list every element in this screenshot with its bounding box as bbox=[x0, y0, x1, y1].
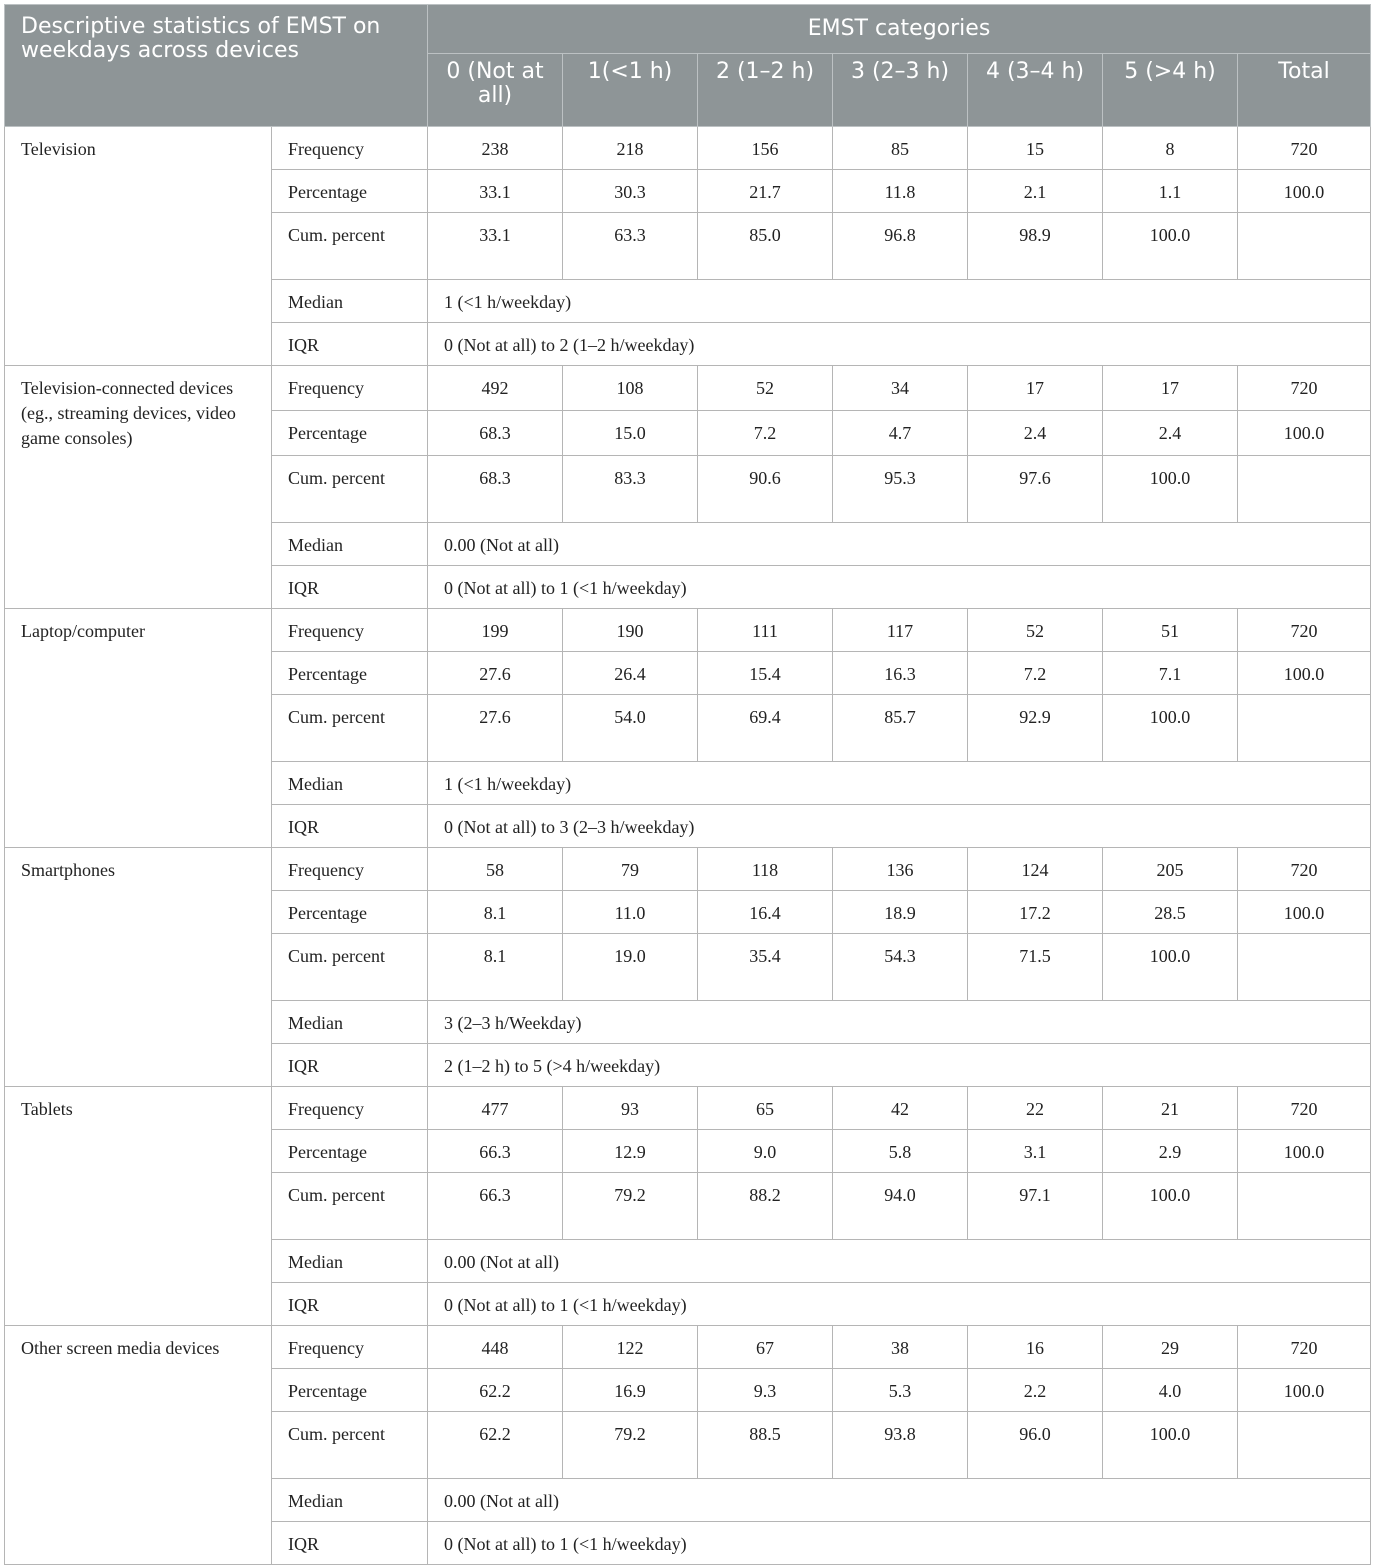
header-category: 3 (2–3 h) bbox=[833, 54, 968, 127]
stat-label: Percentage bbox=[272, 1130, 428, 1173]
iqr-value: 0 (Not at all) to 3 (2–3 h/weekday) bbox=[428, 805, 1371, 848]
value-cell: 96.0 bbox=[968, 1412, 1103, 1479]
value-cell: 92.9 bbox=[968, 695, 1103, 762]
stat-label: Frequency bbox=[272, 609, 428, 652]
iqr-value: 0 (Not at all) to 1 (<1 h/weekday) bbox=[428, 566, 1371, 609]
value-cell: 26.4 bbox=[563, 652, 698, 695]
value-cell: 22 bbox=[968, 1087, 1103, 1130]
value-cell: 79.2 bbox=[563, 1173, 698, 1240]
value-cell: 15 bbox=[968, 127, 1103, 170]
value-cell: 83.3 bbox=[563, 456, 698, 523]
device-name: Television-connected devices (eg., streaming devices, video game consoles) bbox=[5, 366, 272, 609]
value-cell: 94.0 bbox=[833, 1173, 968, 1240]
value-cell: 29 bbox=[1103, 1326, 1238, 1369]
value-cell: 38 bbox=[833, 1326, 968, 1369]
value-cell: 100.0 bbox=[1238, 1130, 1371, 1173]
value-cell: 68.3 bbox=[428, 411, 563, 456]
value-cell: 100.0 bbox=[1238, 891, 1371, 934]
value-cell: 199 bbox=[428, 609, 563, 652]
stat-label: Cum. percent bbox=[272, 695, 428, 762]
value-cell: 66.3 bbox=[428, 1130, 563, 1173]
device-name: Television bbox=[5, 127, 272, 366]
value-cell: 238 bbox=[428, 127, 563, 170]
median-value: 0.00 (Not at all) bbox=[428, 523, 1371, 566]
value-cell: 16.3 bbox=[833, 652, 968, 695]
value-cell: 492 bbox=[428, 366, 563, 411]
value-cell: 2.9 bbox=[1103, 1130, 1238, 1173]
value-cell: 16.9 bbox=[563, 1369, 698, 1412]
stat-label: Frequency bbox=[272, 366, 428, 411]
value-cell: 8.1 bbox=[428, 934, 563, 1001]
value-cell: 7.2 bbox=[968, 652, 1103, 695]
table-row bbox=[5, 1326, 1371, 1369]
median-value: 1 (<1 h/weekday) bbox=[428, 762, 1371, 805]
value-cell: 17.2 bbox=[968, 891, 1103, 934]
median-value: 0.00 (Not at all) bbox=[428, 1240, 1371, 1283]
value-cell: 11.0 bbox=[563, 891, 698, 934]
value-cell: 720 bbox=[1238, 1087, 1371, 1130]
value-cell: 8 bbox=[1103, 127, 1238, 170]
value-cell: 7.1 bbox=[1103, 652, 1238, 695]
value-cell: 58 bbox=[428, 848, 563, 891]
value-cell: 100.0 bbox=[1103, 1412, 1238, 1479]
value-cell: 35.4 bbox=[698, 934, 833, 1001]
value-cell: 117 bbox=[833, 609, 968, 652]
value-cell: 5.3 bbox=[833, 1369, 968, 1412]
stat-label: Percentage bbox=[272, 170, 428, 213]
value-cell: 71.5 bbox=[968, 934, 1103, 1001]
value-cell: 27.6 bbox=[428, 652, 563, 695]
stat-label: Cum. percent bbox=[272, 1173, 428, 1240]
value-cell: 720 bbox=[1238, 366, 1371, 411]
stat-label: Frequency bbox=[272, 1087, 428, 1130]
stat-label: Median bbox=[272, 1240, 428, 1283]
value-cell: 7.2 bbox=[698, 411, 833, 456]
value-cell: 2.4 bbox=[1103, 411, 1238, 456]
value-cell: 93.8 bbox=[833, 1412, 968, 1479]
stat-label: IQR bbox=[272, 805, 428, 848]
header-category: 0 (Not at all) bbox=[428, 54, 563, 127]
value-cell: 85.0 bbox=[698, 213, 833, 280]
value-cell: 19.0 bbox=[563, 934, 698, 1001]
value-cell: 97.6 bbox=[968, 456, 1103, 523]
value-cell: 4.7 bbox=[833, 411, 968, 456]
value-cell: 205 bbox=[1103, 848, 1238, 891]
value-cell: 52 bbox=[698, 366, 833, 411]
value-cell: 54.3 bbox=[833, 934, 968, 1001]
value-cell bbox=[1238, 934, 1371, 1001]
iqr-value: 0 (Not at all) to 1 (<1 h/weekday) bbox=[428, 1522, 1371, 1565]
stat-label: IQR bbox=[272, 1522, 428, 1565]
value-cell: 17 bbox=[1103, 366, 1238, 411]
value-cell bbox=[1238, 213, 1371, 280]
value-cell: 66.3 bbox=[428, 1173, 563, 1240]
emst-table bbox=[4, 4, 1371, 1565]
value-cell: 100.0 bbox=[1238, 170, 1371, 213]
header-group-title: EMST categories bbox=[428, 5, 1371, 54]
stat-label: Frequency bbox=[272, 1326, 428, 1369]
value-cell: 2.4 bbox=[968, 411, 1103, 456]
value-cell: 111 bbox=[698, 609, 833, 652]
value-cell: 218 bbox=[563, 127, 698, 170]
stat-label: Percentage bbox=[272, 652, 428, 695]
value-cell: 1.1 bbox=[1103, 170, 1238, 213]
value-cell bbox=[1238, 456, 1371, 523]
value-cell: 720 bbox=[1238, 1326, 1371, 1369]
value-cell: 21 bbox=[1103, 1087, 1238, 1130]
device-name: Other screen media devices bbox=[5, 1326, 272, 1565]
value-cell: 88.5 bbox=[698, 1412, 833, 1479]
stat-label: IQR bbox=[272, 1283, 428, 1326]
value-cell: 79 bbox=[563, 848, 698, 891]
median-value: 1 (<1 h/weekday) bbox=[428, 280, 1371, 323]
value-cell: 2.1 bbox=[968, 170, 1103, 213]
stat-label: Cum. percent bbox=[272, 1412, 428, 1479]
value-cell: 9.3 bbox=[698, 1369, 833, 1412]
stat-label: Percentage bbox=[272, 411, 428, 456]
stat-label: Percentage bbox=[272, 891, 428, 934]
value-cell: 27.6 bbox=[428, 695, 563, 762]
value-cell: 85.7 bbox=[833, 695, 968, 762]
stat-label: Median bbox=[272, 280, 428, 323]
stat-label: Percentage bbox=[272, 1369, 428, 1412]
value-cell: 720 bbox=[1238, 609, 1371, 652]
value-cell: 5.8 bbox=[833, 1130, 968, 1173]
value-cell: 93 bbox=[563, 1087, 698, 1130]
value-cell: 79.2 bbox=[563, 1412, 698, 1479]
value-cell: 88.2 bbox=[698, 1173, 833, 1240]
value-cell: 54.0 bbox=[563, 695, 698, 762]
value-cell: 18.9 bbox=[833, 891, 968, 934]
value-cell: 68.3 bbox=[428, 456, 563, 523]
stat-label: Frequency bbox=[272, 127, 428, 170]
value-cell: 28.5 bbox=[1103, 891, 1238, 934]
value-cell bbox=[1238, 1173, 1371, 1240]
table-body bbox=[5, 127, 1371, 1565]
value-cell: 100.0 bbox=[1103, 213, 1238, 280]
value-cell: 30.3 bbox=[563, 170, 698, 213]
value-cell: 100.0 bbox=[1103, 695, 1238, 762]
value-cell: 16 bbox=[968, 1326, 1103, 1369]
table-row bbox=[5, 366, 1371, 411]
header-category: 1(<1 h) bbox=[563, 54, 698, 127]
value-cell: 4.0 bbox=[1103, 1369, 1238, 1412]
value-cell: 448 bbox=[428, 1326, 563, 1369]
stat-label: IQR bbox=[272, 566, 428, 609]
value-cell: 118 bbox=[698, 848, 833, 891]
value-cell: 63.3 bbox=[563, 213, 698, 280]
header-category-total: Total bbox=[1238, 54, 1371, 127]
median-value: 3 (2–3 h/Weekday) bbox=[428, 1001, 1371, 1044]
stat-label: Frequency bbox=[272, 848, 428, 891]
stat-label: IQR bbox=[272, 323, 428, 366]
value-cell: 15.4 bbox=[698, 652, 833, 695]
device-name: Laptop/computer bbox=[5, 609, 272, 848]
value-cell: 62.2 bbox=[428, 1412, 563, 1479]
value-cell: 96.8 bbox=[833, 213, 968, 280]
value-cell: 51 bbox=[1103, 609, 1238, 652]
stat-label: Cum. percent bbox=[272, 213, 428, 280]
value-cell: 720 bbox=[1238, 127, 1371, 170]
value-cell: 97.1 bbox=[968, 1173, 1103, 1240]
stat-label: Cum. percent bbox=[272, 456, 428, 523]
value-cell: 720 bbox=[1238, 848, 1371, 891]
value-cell: 95.3 bbox=[833, 456, 968, 523]
value-cell bbox=[1238, 1412, 1371, 1479]
value-cell: 98.9 bbox=[968, 213, 1103, 280]
value-cell: 16.4 bbox=[698, 891, 833, 934]
value-cell: 156 bbox=[698, 127, 833, 170]
table-row bbox=[5, 127, 1371, 170]
value-cell: 8.1 bbox=[428, 891, 563, 934]
value-cell: 100.0 bbox=[1103, 934, 1238, 1001]
table-row bbox=[5, 848, 1371, 891]
value-cell: 190 bbox=[563, 609, 698, 652]
value-cell: 12.9 bbox=[563, 1130, 698, 1173]
value-cell: 477 bbox=[428, 1087, 563, 1130]
value-cell: 67 bbox=[698, 1326, 833, 1369]
value-cell: 21.7 bbox=[698, 170, 833, 213]
value-cell: 62.2 bbox=[428, 1369, 563, 1412]
value-cell: 100.0 bbox=[1238, 652, 1371, 695]
value-cell: 9.0 bbox=[698, 1130, 833, 1173]
header-corner-title: Descriptive statistics of EMST on weekdays across devices bbox=[5, 5, 428, 127]
iqr-value: 0 (Not at all) to 1 (<1 h/weekday) bbox=[428, 1283, 1371, 1326]
iqr-value: 0 (Not at all) to 2 (1–2 h/weekday) bbox=[428, 323, 1371, 366]
value-cell: 33.1 bbox=[428, 213, 563, 280]
stat-label: Median bbox=[272, 1479, 428, 1522]
value-cell: 3.1 bbox=[968, 1130, 1103, 1173]
table-header bbox=[5, 5, 1371, 127]
table-row bbox=[5, 609, 1371, 652]
stat-label: Median bbox=[272, 762, 428, 805]
value-cell: 17 bbox=[968, 366, 1103, 411]
header-category: 5 (>4 h) bbox=[1103, 54, 1238, 127]
value-cell: 100.0 bbox=[1103, 456, 1238, 523]
value-cell: 15.0 bbox=[563, 411, 698, 456]
stat-label: Median bbox=[272, 523, 428, 566]
stat-label: Median bbox=[272, 1001, 428, 1044]
value-cell: 52 bbox=[968, 609, 1103, 652]
stat-label: Cum. percent bbox=[272, 934, 428, 1001]
value-cell: 69.4 bbox=[698, 695, 833, 762]
table-row bbox=[5, 1087, 1371, 1130]
value-cell: 65 bbox=[698, 1087, 833, 1130]
value-cell: 90.6 bbox=[698, 456, 833, 523]
value-cell: 100.0 bbox=[1238, 411, 1371, 456]
value-cell: 136 bbox=[833, 848, 968, 891]
value-cell: 100.0 bbox=[1238, 1369, 1371, 1412]
value-cell: 34 bbox=[833, 366, 968, 411]
value-cell: 124 bbox=[968, 848, 1103, 891]
stat-label: IQR bbox=[272, 1044, 428, 1087]
value-cell: 11.8 bbox=[833, 170, 968, 213]
value-cell: 2.2 bbox=[968, 1369, 1103, 1412]
value-cell: 122 bbox=[563, 1326, 698, 1369]
value-cell: 42 bbox=[833, 1087, 968, 1130]
value-cell: 85 bbox=[833, 127, 968, 170]
value-cell: 100.0 bbox=[1103, 1173, 1238, 1240]
median-value: 0.00 (Not at all) bbox=[428, 1479, 1371, 1522]
iqr-value: 2 (1–2 h) to 5 (>4 h/weekday) bbox=[428, 1044, 1371, 1087]
header-category: 4 (3–4 h) bbox=[968, 54, 1103, 127]
value-cell: 108 bbox=[563, 366, 698, 411]
device-name: Tablets bbox=[5, 1087, 272, 1326]
value-cell: 33.1 bbox=[428, 170, 563, 213]
header-category: 2 (1–2 h) bbox=[698, 54, 833, 127]
device-name: Smartphones bbox=[5, 848, 272, 1087]
value-cell bbox=[1238, 695, 1371, 762]
